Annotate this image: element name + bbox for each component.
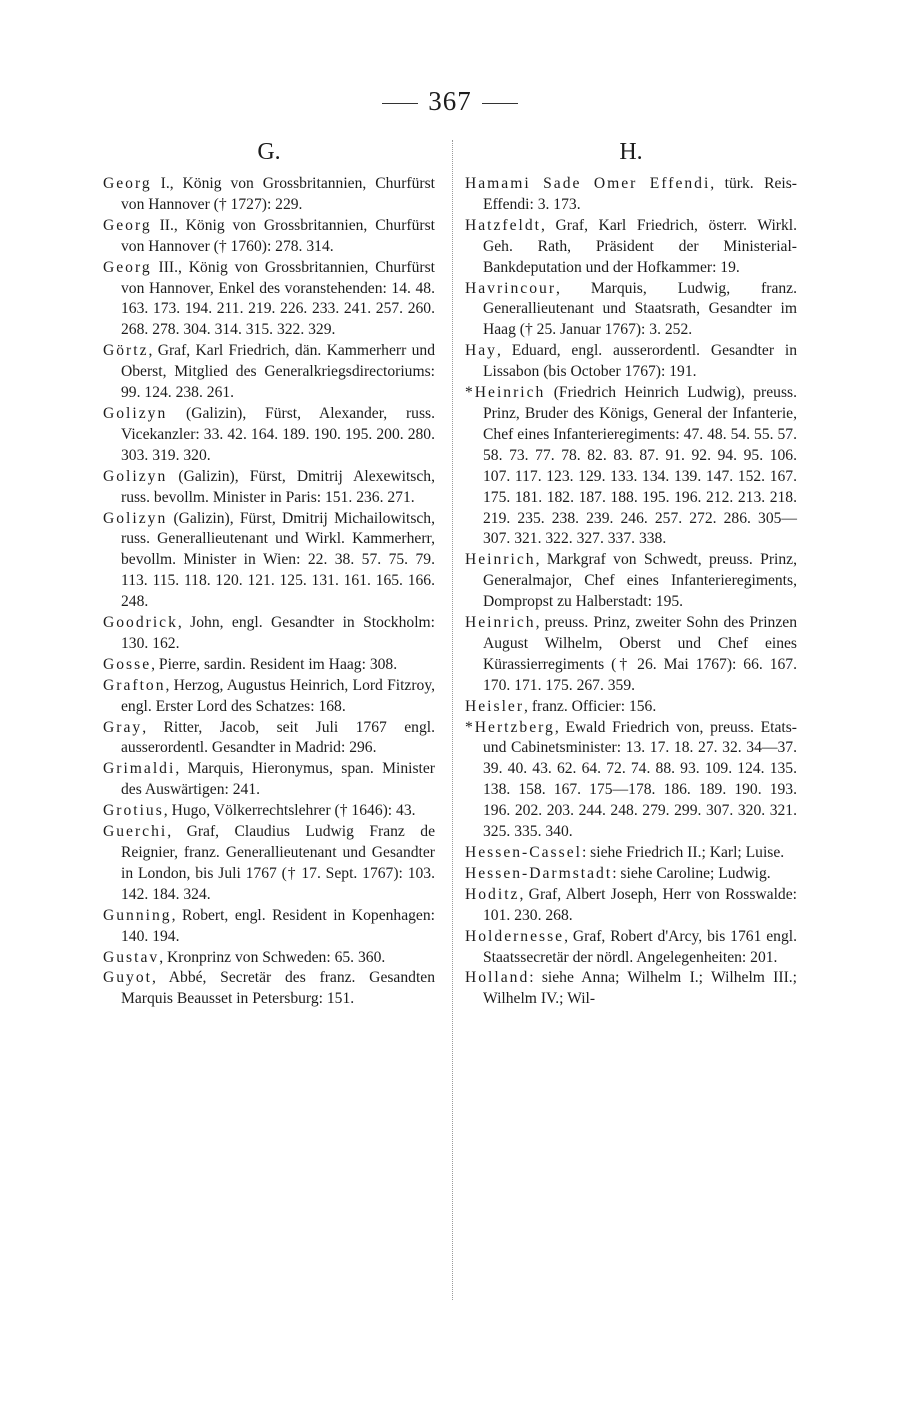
entry-name: *Heinrich [465, 384, 546, 402]
index-entry [465, 864, 797, 885]
entry-name: Goodrick [103, 614, 178, 632]
entry-name: Gunning [103, 906, 172, 924]
entry-name: Golizyn [103, 467, 168, 485]
index-entry [465, 383, 797, 550]
entry-text: , Robert, engl. Resident in Kopenhagen: 140. 194. [121, 906, 435, 945]
entry-name: Guyot [103, 969, 152, 987]
page-number [0, 86, 900, 117]
entry-text: , franz. Officier: 156. [524, 697, 657, 715]
entry-name: Grotius [103, 802, 164, 820]
entry-text: (Galizin), Fürst, Dmitrij Michailowitsch, russ. Generallieutenant und Wirkl. Kammerherr, bevollm. Minister in Wien: 22. 38. 57. 75. 79. 113. 115. 118. 120. 121. 125. 131. 161. 165. 166. 248. [121, 509, 435, 611]
index-entry [465, 927, 797, 969]
index-entry [103, 676, 435, 718]
entry-name: Guerchi [103, 823, 168, 841]
index-entry [103, 509, 435, 614]
letter-heading-h: H. [619, 139, 643, 165]
entry-text: : siehe Friedrich II.; Karl; Luise. [581, 844, 785, 861]
index-entry [103, 968, 435, 1010]
entry-name: Hessen-Darmstadt [465, 864, 613, 882]
index-entry [103, 216, 435, 258]
entry-name: Golizyn [103, 509, 168, 527]
index-entry [465, 341, 797, 383]
index-entry [465, 843, 797, 864]
entry-text: , Herzog, Augustus Heinrich, Lord Fitzroy, engl. Erster Lord des Schatzes: 168. [121, 676, 435, 715]
entry-name: Hay [465, 342, 497, 360]
entry-text: , Graf, Albert Joseph, Herr von Rosswalde: 101. 230. 268. [483, 885, 797, 924]
index-entry [103, 822, 435, 906]
entry-name: Golizyn [103, 404, 168, 422]
index-entry [465, 885, 797, 927]
entry-name: Hamami Sade Omer Effendi [465, 175, 711, 192]
index-entry [103, 467, 435, 509]
column-divider [452, 140, 453, 1300]
index-entry [103, 759, 435, 801]
entry-name: Gosse [103, 655, 152, 673]
entry-text: , Kronprinz von Schweden: 65. 360. [159, 948, 386, 966]
entry-text: , Graf, Robert d'Arcy, bis 1761 engl. Staatssecretär der nördl. Angelegenheiten: 201. [483, 927, 797, 966]
entry-text: , John, engl. Gesandter in Stockholm: 130. 162. [121, 614, 435, 652]
index-entry [465, 174, 797, 216]
entry-name: Hoditz [465, 885, 520, 903]
right-column [465, 134, 797, 1010]
entry-text: , preuss. Prinz, zweiter Sohn des Prinzen August Wilhelm, Oberst und Chef eines Kürassierregiments († 26. Mai 1767): 66. 167. 170. 171. 175. 267. 359. [483, 614, 797, 694]
page-number-text: 367 [428, 86, 472, 116]
entry-text: (Galizin), Fürst, Dmitrij Alexewitsch, russ. bevollm. Minister in Paris: 151. 236. 271. [121, 467, 435, 506]
entry-text: : siehe Anna; Wilhelm I.; Wilhelm III.; Wilhelm IV.; Wil- [483, 969, 797, 1008]
entry-name: Görtz [103, 342, 149, 360]
entry-text: II., König von Grossbritannien, Churfürst von Hannover († 1760): 278. 314. [121, 216, 435, 255]
entry-name: Heinrich [465, 551, 536, 569]
entry-text: , Ewald Friedrich von, preuss. Etats- und Cabinetsminister: 13. 17. 18. 27. 32. 34—37. 39. 40. 43. 62. 64. 72. 74. 88. 93. 109. 124. 135. 138. 158. 167. 175—178. 186. 189. 190. 193. 196. 202. 203. 244. 248. 279. 299. 307. 320. 321. 325. 335. 340. [483, 718, 797, 841]
entry-text: , Abbé, Secretär des franz. Gesandten Marquis Beausset in Petersburg: 151. [121, 969, 435, 1008]
entry-name: Grafton [103, 676, 166, 694]
entry-text: : siehe Caroline; Ludwig. [612, 864, 771, 882]
entry-name: Gustav [103, 948, 160, 966]
index-entry [103, 655, 435, 676]
index-entry [103, 801, 435, 822]
entry-name: Georg [103, 258, 152, 276]
entry-name: Gray [103, 718, 143, 736]
index-entry [103, 948, 435, 969]
entry-text: , türk. Reis-Effendi: 3. 173. [483, 175, 797, 213]
entry-text: , Graf, Karl Friedrich, dän. Kammerherr und Oberst, Mitglied des Generalkriegsdirectoriums: 99. 124. 238. 261. [121, 342, 435, 402]
entry-name: Holdernesse [465, 927, 565, 945]
index-entry [103, 258, 435, 342]
entry-name: Grimaldi [103, 760, 176, 778]
header-rule-left [382, 103, 418, 104]
left-column [103, 134, 435, 1010]
entry-text: I., König von Grossbritannien, Churfürst von Hannover († 1727): 229. [121, 175, 435, 213]
index-entry [465, 279, 797, 342]
letter-heading-g: G. [257, 139, 281, 165]
entry-name: Heisler [465, 697, 525, 715]
index-entry [465, 613, 797, 697]
entry-text: (Friedrich Heinrich Ludwig), preuss. Prinz, Bruder des Königs, General der Infanterie, Chef eines Infanterieregiments: 47. 48. 54. 55. 57. 58. 73. 77. 78. 82. 83. 87. 91. 92. 94. 95. 106. 107. 117. 123. 129. 133. 134. 139. 147. 152. 167. 175. 181. 182. 187. 188. 195. 196. 212. 213. 218. 219. 235. 238. 239. 246. 257. 272. 286. 305—307. 321. 322. 327. 337. 338. [483, 384, 797, 548]
entry-name: Havrincour [465, 279, 557, 297]
index-entry [103, 404, 435, 467]
entry-text: , Marquis, Ludwig, franz. Generallieutenant und Staatsrath, Gesandter im Haag († 25. Januar 1767): 3. 252. [483, 279, 797, 339]
entry-text: , Hugo, Völkerrechtslehrer († 1646): 43. [163, 802, 416, 820]
entry-name: Georg [103, 216, 152, 234]
entry-text: , Eduard, engl. ausserordentl. Gesandter in Lissabon (bis October 1767): 191. [483, 342, 797, 381]
entry-name: Georg [103, 175, 152, 192]
index-entry [465, 968, 797, 1010]
entry-name: Holland [465, 969, 530, 987]
entry-name: Hessen-Cassel [465, 844, 582, 861]
entry-name: Hatzfeldt [465, 216, 542, 234]
header-rule-right [482, 103, 518, 104]
index-entry [465, 718, 797, 843]
index-entry [103, 906, 435, 948]
entry-text: , Marquis, Hieronymus, span. Minister des Auswärtigen: 241. [121, 760, 435, 799]
entry-name: *Hertzberg [465, 718, 555, 736]
entry-text: , Graf, Karl Friedrich, österr. Wirkl. Geh. Rath, Präsident der Ministerial-Bankdeputation und der Hofkammer: 19. [483, 216, 797, 276]
entry-text: (Galizin), Fürst, Alexander, russ. Vicekanzler: 33. 42. 164. 189. 190. 195. 200. 280. 303. 319. 320. [121, 404, 435, 464]
entry-name: Heinrich [465, 614, 536, 632]
index-entry [103, 174, 435, 216]
index-entry [103, 718, 435, 760]
index-entry [103, 341, 435, 404]
entry-text: , Markgraf von Schwedt, preuss. Prinz, Generalmajor, Chef eines Infanterieregiments, Dompropst zu Halberstadt: 195. [483, 551, 797, 611]
index-entry [465, 697, 797, 718]
entry-text: , Pierre, sardin. Resident im Haag: 308. [151, 655, 398, 673]
index-entry [103, 613, 435, 655]
entry-text: , Ritter, Jacob, seit Juli 1767 engl. ausserordentl. Gesandter in Madrid: 296. [121, 718, 435, 757]
index-entry [465, 550, 797, 613]
entry-text: III., König von Grossbritannien, Churfürst von Hannover, Enkel des voranstehenden: 14. 48. 163. 173. 194. 211. 219. 226. 233. 241. 257. 260. 268. 278. 304. 314. 315. 322. 329. [121, 258, 435, 339]
index-entry [465, 216, 797, 279]
entry-text: , Graf, Claudius Ludwig Franz de Reignier, franz. Generallieutenant und Gesandter in London, bis Juli 1767 († 17. Sept. 1767): 103. 142. 184. 324. [121, 823, 435, 903]
